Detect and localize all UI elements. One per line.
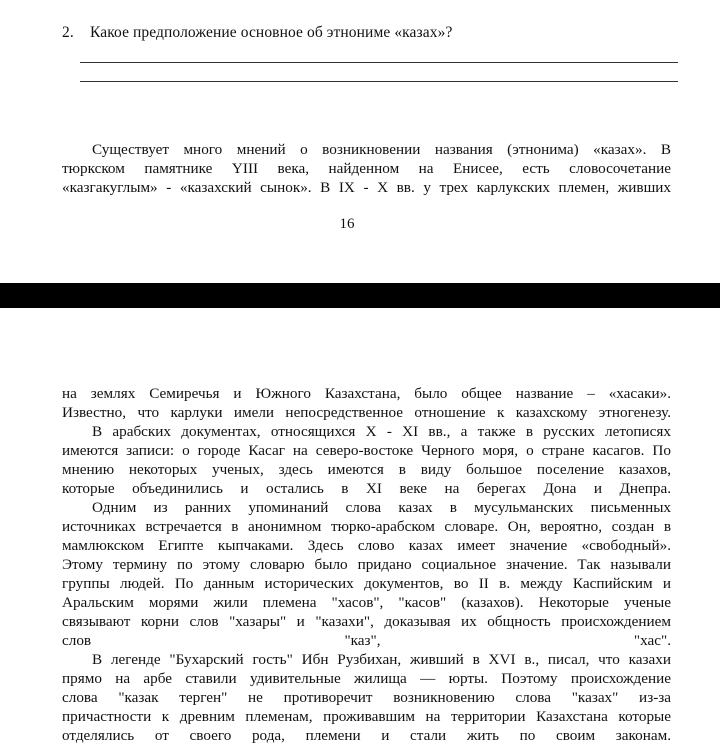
body-text [62,384,671,745]
top-page [0,0,720,283]
answer-line-1 [80,62,678,63]
intro-paragraph [62,140,671,197]
body-line-16: прямо на арбе ставили удивительные жилища — юрты. Поэтому происхождение [62,670,671,687]
body-line-19: отделялись от своего рода, племени и стали жить по своим законам. [62,727,671,744]
body-line-13: связывают корни слов "хазары" и "казахи", доказывая их общность происхождением [62,613,671,630]
page-separator-band [0,283,720,308]
body-line-5: мнению некоторых ученых, здесь имеются в виду большое поселение казахов, [62,461,671,478]
body-line-15: В легенде "Бухарский гость" Ибн Рузбихан, живший в XVI в., писал, что казахи [92,651,671,668]
body-line-18: причастности к древним племенам, проживавшим на территории Казахстана которые [62,708,671,725]
question-2 [62,24,452,42]
body-line-10: Этому термину по этому словарю было придано социальное значение. Так называли [62,556,671,573]
body-line-17: слова "казак терген" не противоречит возникновению слова "казах" из-за [62,689,671,706]
question-number: 2. [62,24,74,41]
body-line-7: Одним из ранних упоминаний слова казах в мусульманских письменных [92,499,671,516]
intro-line-1: Существует много мнений о возникновении названия (этнонима) «казах». В [92,141,671,158]
body-line-8: источниках встречается в анонимном тюрко-арабском словаре. Он, вероятно, создан в [62,518,671,535]
intro-line-2: тюркском памятнике YIII века, найденном на Енисее, есть словосочетание [62,160,671,177]
body-line-3: В арабских документах, относящихся X - XI вв., а также в русских летописях [92,423,671,440]
body-line-6: которые объединились и остались в XI веке на берегах Дона и Днепра. [62,480,671,497]
body-line-14: слов "каз", "хас". [62,632,671,649]
body-line-2: Известно, что карлуки имели непосредственное отношение к казахскому этногенезу. [62,404,671,421]
body-line-11: группы людей. По данным исторических документов, во II в. между Каспийским и [62,575,671,592]
body-line-12: Аральским морями жили племена "хасов", "касов" (казахов). Некоторые ученые [62,594,671,611]
body-line-9: мамлюкском Египте кыпчаками. Здесь слово казах имеет значение «свободный». [62,537,671,554]
body-line-1: на землях Семиречья и Южного Казахстана, было общее название – «хасаки». [62,385,671,402]
page-number: 16 [339,216,355,232]
body-line-4: имеются записи: о городе Касаг на северо-востоке Черного моря, о стране касагов. По [62,442,671,459]
intro-line-3: «казгакуглым» - «казахский сынок». В IX - X вв. у трех карлукских племен, живших [62,179,671,196]
question-text: Какое предположение основное об этнониме «казах»? [89,24,453,41]
answer-line-2 [80,81,678,82]
